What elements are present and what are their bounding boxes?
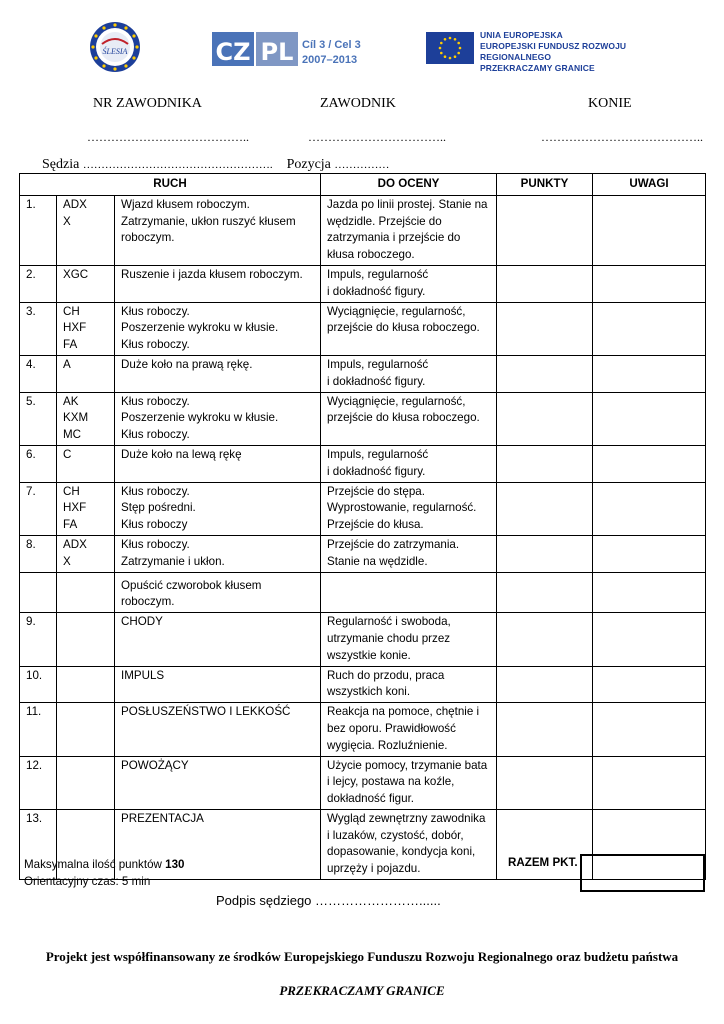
row-points-cell[interactable] xyxy=(497,302,593,355)
row-remarks-cell[interactable] xyxy=(593,613,706,666)
row-number: 9. xyxy=(20,613,57,666)
row-assessment: Ruch do przodu, praca wszystkich koni. xyxy=(321,666,497,703)
table-row xyxy=(20,482,706,535)
row-remarks-cell[interactable] xyxy=(593,756,706,809)
euroregion-silesia-logo xyxy=(88,20,142,74)
row-movement: POSŁUSZEŃSTWO I LEKKOŚĆ xyxy=(115,703,321,756)
row-movement: Kłus roboczy. Zatrzymanie i ukłon. xyxy=(115,535,321,572)
total-points-box[interactable] xyxy=(580,854,705,892)
cil-cel-text: Cíl 3 / Cel 3 xyxy=(302,39,361,51)
row-number: 8. xyxy=(20,535,57,572)
row-movement: IMPULS xyxy=(115,666,321,703)
judge-signature[interactable]: Podpis sędziego ……………………...... xyxy=(216,893,441,908)
row-number: 11. xyxy=(20,703,57,756)
row-movement: Ruszenie i jazda kłusem roboczym. xyxy=(115,265,321,302)
row-number: 13. xyxy=(20,809,57,879)
row-assessment xyxy=(321,572,497,613)
table-row xyxy=(20,355,706,392)
row-points-cell[interactable] xyxy=(497,355,593,392)
time-estimate: Orientacyjny czas: 5 min xyxy=(24,875,151,888)
row-assessment: Reakcja na pomoce, chętnie i bez oporu. Prawidłowość wygięcia. Rozluźnienie. xyxy=(321,703,497,756)
eu-logo-line: UNIA EUROPEJSKA xyxy=(480,30,563,40)
total-label: RAZEM PKT. xyxy=(508,856,578,869)
table-row xyxy=(20,535,706,572)
row-movement: Opuścić czworobok kłusem roboczym. xyxy=(115,572,321,613)
row-assessment: Przejście do stępa. Wyprostowanie, regularność. Przejście do kłusa. xyxy=(321,482,497,535)
row-number: 6. xyxy=(20,445,57,482)
row-remarks-cell[interactable] xyxy=(593,265,706,302)
position-label: Pozycja xyxy=(286,157,331,172)
row-number: 10. xyxy=(20,666,57,703)
table-header-row xyxy=(20,174,706,196)
row-remarks-cell[interactable] xyxy=(593,572,706,613)
row-remarks-cell[interactable] xyxy=(593,666,706,703)
row-remarks-cell[interactable] xyxy=(593,302,706,355)
row-remarks-cell[interactable] xyxy=(593,482,706,535)
cz-pl-logo-graphic xyxy=(212,30,372,70)
logo-bar xyxy=(0,20,724,76)
row-letters xyxy=(57,703,115,756)
judge-label: Sędzia xyxy=(42,157,80,172)
table-row xyxy=(20,703,706,756)
row-points-cell[interactable] xyxy=(497,666,593,703)
table-row xyxy=(20,445,706,482)
row-letters: CH HXF FA xyxy=(57,482,115,535)
table-row xyxy=(20,195,706,265)
cz-text: CZ xyxy=(215,38,251,66)
row-points-cell[interactable] xyxy=(497,703,593,756)
row-letters: ADX X xyxy=(57,535,115,572)
max-points-line xyxy=(24,856,184,873)
table-row xyxy=(20,756,706,809)
eu-logo-line: PRZEKRACZAMY GRANICE xyxy=(480,63,595,73)
max-points-info xyxy=(24,856,184,890)
score-table xyxy=(19,173,706,880)
row-points-cell[interactable] xyxy=(497,195,593,265)
row-letters: ADX X xyxy=(57,195,115,265)
row-remarks-cell[interactable] xyxy=(593,195,706,265)
table-row xyxy=(20,392,706,445)
row-points-cell[interactable] xyxy=(497,392,593,445)
row-movement: POWOŻĄCY xyxy=(115,756,321,809)
row-remarks-cell[interactable] xyxy=(593,535,706,572)
row-letters: XGC xyxy=(57,265,115,302)
row-remarks-cell[interactable] xyxy=(593,355,706,392)
euroregion-logo-text: ŚLESIA xyxy=(102,47,128,56)
row-movement: Kłus roboczy. Poszerzenie wykroku w kłusie. Kłus roboczy. xyxy=(115,392,321,445)
judge-line xyxy=(42,157,389,173)
row-points-cell[interactable] xyxy=(497,809,593,879)
row-assessment: Impuls, regularność i dokładność figury. xyxy=(321,355,497,392)
table-row xyxy=(20,666,706,703)
max-points-label: Maksymalna ilość punktów xyxy=(24,858,162,871)
header-ruch: RUCH xyxy=(20,174,321,196)
row-points-cell[interactable] xyxy=(497,572,593,613)
row-movement: Duże koło na lewą rękę xyxy=(115,445,321,482)
eu-logo-line: EUROPEJSKI FUNDUSZ ROZWOJU REGIONALNEGO xyxy=(480,41,627,62)
row-points-cell[interactable] xyxy=(497,613,593,666)
row-movement: Kłus roboczy. Poszerzenie wykroku w kłusie. Kłus roboczy. xyxy=(115,302,321,355)
row-movement: Wjazd kłusem roboczym. Zatrzymanie, ukłon ruszyć kłusem roboczym. xyxy=(115,195,321,265)
competitor-label: ZAWODNIK xyxy=(320,96,396,111)
row-remarks-cell[interactable] xyxy=(593,392,706,445)
row-letters xyxy=(57,666,115,703)
pl-text: PL xyxy=(260,38,294,66)
row-number: 4. xyxy=(20,355,57,392)
nr-label: NR ZAWODNIKA xyxy=(93,96,202,111)
cofinancing-note: Projekt jest współfinansowany ze środków Europejskiego Funduszu Rozwoju Regionalnego oraz budżetu państwa xyxy=(45,949,679,964)
row-letters: A xyxy=(57,355,115,392)
row-assessment: Wyciągnięcie, regularność, przejście do kłusa roboczego. xyxy=(321,392,497,445)
row-assessment: Regularność i swoboda, utrzymanie chodu przez wszystkie konie. xyxy=(321,613,497,666)
row-number: 1. xyxy=(20,195,57,265)
row-movement: Duże koło na prawą rękę. xyxy=(115,355,321,392)
table-row xyxy=(20,572,706,613)
row-number: 12. xyxy=(20,756,57,809)
cz-pl-programme-logo xyxy=(212,30,372,70)
row-letters xyxy=(57,756,115,809)
competitor-field[interactable]: …………………………….. xyxy=(308,130,446,144)
row-number: 7. xyxy=(20,482,57,535)
eu-flag-icon xyxy=(426,32,474,64)
row-letters xyxy=(57,613,115,666)
row-assessment: Przejście do zatrzymania. Stanie na wędzidle. xyxy=(321,535,497,572)
row-remarks-cell[interactable] xyxy=(593,703,706,756)
position-field[interactable]: …………… xyxy=(334,159,390,171)
row-number: 2. xyxy=(20,265,57,302)
eu-logo xyxy=(426,30,666,73)
row-points-cell[interactable] xyxy=(497,445,593,482)
header-punkty: PUNKTY xyxy=(497,174,593,196)
row-letters xyxy=(57,572,115,613)
row-points-cell[interactable] xyxy=(497,535,593,572)
row-points-cell[interactable] xyxy=(497,756,593,809)
row-points-cell[interactable] xyxy=(497,265,593,302)
header-do-oceny: DO OCENY xyxy=(321,174,497,196)
row-letters: C xyxy=(57,445,115,482)
horses-field[interactable]: ………………………………….. xyxy=(541,130,703,144)
row-assessment: Wygląd zewnętrzny zawodnika i luzaków, czystość, dobór, dopasowanie, kondycja koni, uprzęży i pojazdu. xyxy=(321,809,497,879)
row-number: 5. xyxy=(20,392,57,445)
row-number: 3. xyxy=(20,302,57,355)
row-movement: PREZENTACJA xyxy=(115,809,321,879)
row-points-cell[interactable] xyxy=(497,482,593,535)
table-row xyxy=(20,265,706,302)
nr-field[interactable]: ………………………………….. xyxy=(87,130,249,144)
row-movement: Kłus roboczy. Stęp pośredni. Kłus roboczy xyxy=(115,482,321,535)
row-number xyxy=(20,572,57,613)
slogan: PRZEKRACZAMY GRANICE xyxy=(279,983,445,998)
header-uwagi: UWAGI xyxy=(593,174,706,196)
table-row xyxy=(20,302,706,355)
row-letters: AK KXM MC xyxy=(57,392,115,445)
row-letters: CH HXF FA xyxy=(57,302,115,355)
row-assessment: Wyciągnięcie, regularność, przejście do kłusa roboczego. xyxy=(321,302,497,355)
row-remarks-cell[interactable] xyxy=(593,445,706,482)
years-text: 2007–2013 xyxy=(302,54,358,66)
eu-logo-text xyxy=(480,30,670,74)
row-assessment: Użycie pomocy, trzymanie bata i lejcy, postawa na koźle, dokładność figur. xyxy=(321,756,497,809)
row-assessment: Impuls, regularność i dokładność figury. xyxy=(321,265,497,302)
horses-label: KONIE xyxy=(588,96,632,111)
row-assessment: Impuls, regularność i dokładność figury. xyxy=(321,445,497,482)
max-points-value: 130 xyxy=(165,858,185,871)
table-row xyxy=(20,613,706,666)
judge-field[interactable]: ……………………………………………. xyxy=(82,159,273,171)
row-movement: CHODY xyxy=(115,613,321,666)
row-assessment: Jazda po linii prostej. Stanie na wędzidle. Przejście do zatrzymania i przejście do kłusa roboczego. xyxy=(321,195,497,265)
